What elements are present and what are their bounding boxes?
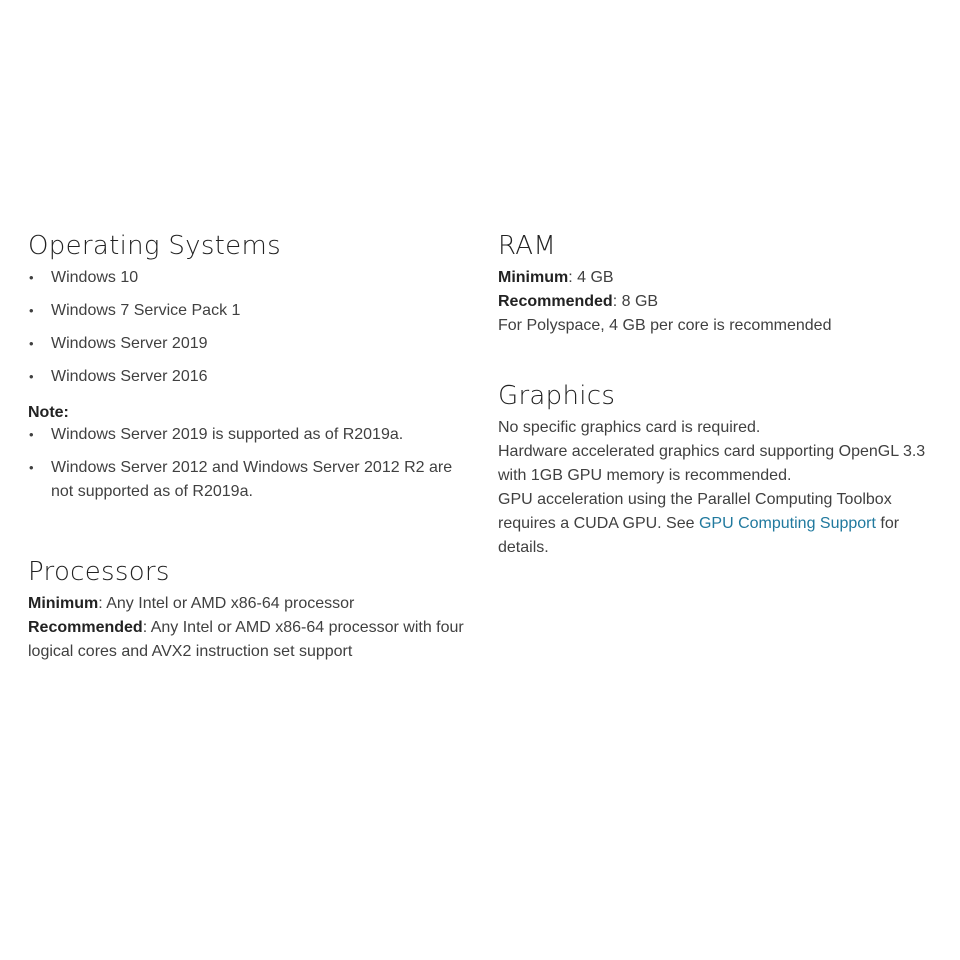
list-item — [28, 266, 468, 290]
processors-minimum — [28, 592, 468, 616]
graphics-recommended-text: Hardware accelerated graphics card supporting OpenGL 3.3 with 1GB GPU memory is recommended. — [498, 443, 926, 484]
processors-recommended — [28, 616, 468, 664]
right-column — [498, 226, 938, 560]
list-item — [28, 365, 468, 389]
recommended-label: Recommended — [498, 293, 613, 310]
processors-section — [28, 552, 468, 664]
minimum-label: Minimum — [498, 269, 569, 286]
note-label: Note: — [28, 404, 69, 421]
processors-heading: Processors — [28, 557, 170, 587]
list-item — [28, 299, 468, 323]
os-item-text: Windows 7 Service Pack 1 — [51, 302, 241, 319]
graphics-gpu-text — [498, 488, 938, 560]
gpu-text-before: GPU acceleration using the Parallel Computing Toolbox requires a CUDA GPU. See — [498, 491, 892, 532]
bullet-icon: • — [29, 303, 34, 318]
ram-minimum — [498, 266, 938, 290]
gpu-text-after: for details. — [498, 515, 900, 556]
os-item-text: Windows Server 2016 — [51, 368, 208, 385]
bullet-icon: • — [29, 460, 34, 475]
gpu-computing-support-link[interactable]: GPU Computing Support — [698, 515, 876, 532]
os-item-text: Windows 10 — [51, 269, 139, 286]
list-item — [28, 332, 468, 356]
minimum-value: : Any Intel or AMD x86-64 processor — [98, 595, 355, 612]
ram-section — [498, 226, 938, 338]
minimum-label: Minimum — [28, 595, 99, 612]
ram-heading: RAM — [498, 231, 557, 261]
minimum-value: : 4 GB — [568, 269, 614, 286]
recommended-value: : 8 GB — [612, 293, 659, 310]
note-list — [28, 423, 468, 504]
recommended-label: Recommended — [28, 619, 143, 636]
graphics-heading: Graphics — [498, 381, 616, 411]
bullet-icon: • — [29, 369, 34, 384]
ram-polyspace-note: For Polyspace, 4 GB per core is recommended — [498, 317, 832, 334]
operating-systems-list — [28, 266, 468, 389]
recommended-value: : Any Intel or AMD x86-64 processor with four logical cores and AVX2 instruction set support — [28, 619, 464, 660]
list-item — [28, 423, 468, 447]
list-item — [28, 456, 468, 504]
bullet-icon: • — [29, 270, 34, 285]
operating-systems-section — [28, 226, 468, 504]
ram-recommended — [498, 290, 938, 314]
operating-systems-heading: Operating Systems — [28, 231, 281, 261]
note-item-text: Windows Server 2019 is supported as of R2019a. — [51, 426, 404, 443]
note-item-text: Windows Server 2012 and Windows Server 2012 R2 are not supported as of R2019a. — [51, 459, 453, 500]
os-item-text: Windows Server 2019 — [51, 335, 208, 352]
graphics-no-card-text: No specific graphics card is required. — [498, 419, 761, 436]
graphics-section — [498, 376, 938, 560]
bullet-icon: • — [29, 336, 34, 351]
bullet-icon: • — [29, 427, 34, 442]
left-column — [28, 226, 468, 664]
